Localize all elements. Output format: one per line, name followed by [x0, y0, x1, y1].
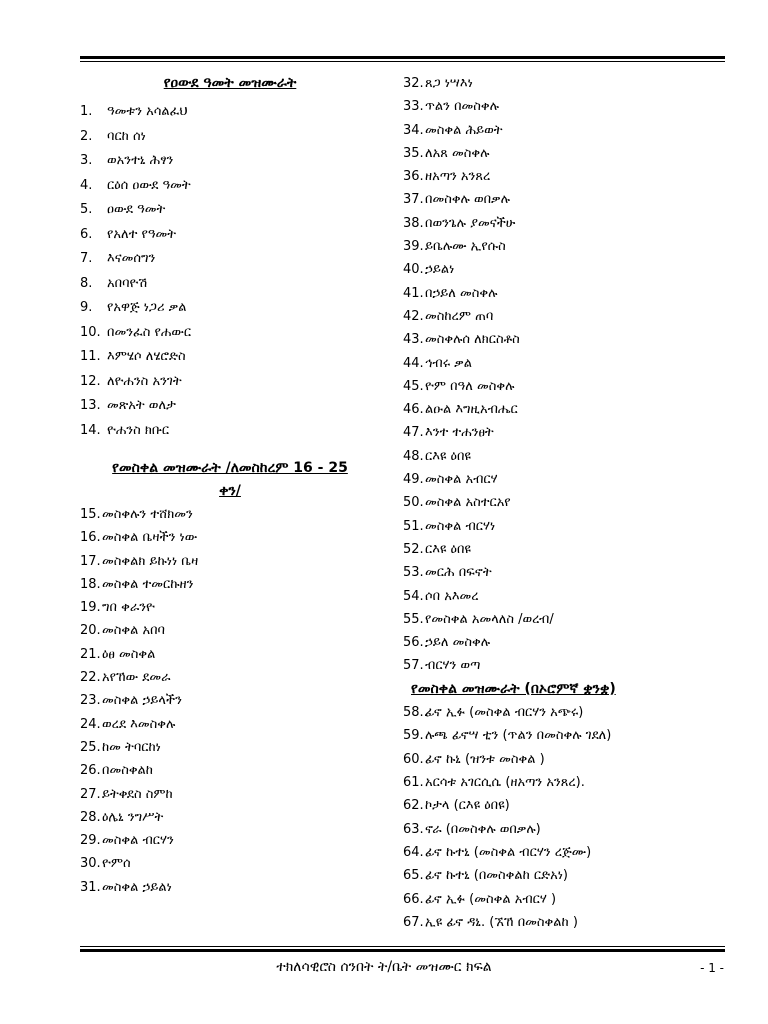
item-number: 65.	[403, 868, 424, 884]
item-number: 20.	[80, 623, 101, 639]
item-number: 15.	[80, 507, 101, 522]
item-title: ወረደ እመስቀሉ	[102, 716, 176, 732]
item-title: ወአንተኒ ሕፃን	[107, 153, 174, 168]
item-number: 2.	[80, 128, 93, 144]
item-number: 50.	[403, 495, 424, 511]
list-item	[80, 550, 380, 573]
list-item	[403, 188, 728, 211]
item-title: መጽአት ወለታ	[107, 398, 176, 413]
item-number: 16.	[80, 530, 101, 546]
item-title: መስቀል አስተርአየ	[425, 495, 511, 511]
item-number: 47.	[403, 425, 424, 441]
list-item	[80, 125, 380, 150]
section2-heading-line2: ቀን/	[219, 483, 241, 499]
item-title: ኃይለ መስቀሉ	[425, 635, 490, 651]
list-item	[403, 515, 728, 538]
list-item	[80, 296, 380, 321]
item-title: አየኸው ደመራ	[102, 670, 171, 686]
item-title: መስቀል አብርሃ	[425, 472, 498, 488]
item-number: 55.	[403, 611, 424, 627]
item-title: መስቀል ሕይወት	[425, 122, 503, 138]
list-item	[403, 375, 728, 398]
item-number: 17.	[80, 553, 101, 569]
item-title: ግበ ቀራንዮ	[102, 600, 155, 616]
list-item	[403, 445, 728, 468]
item-number: 62.	[403, 798, 424, 814]
list-item	[403, 328, 728, 351]
list-item	[403, 748, 728, 771]
list-item	[403, 398, 728, 421]
list-item	[80, 759, 380, 782]
list-item	[403, 631, 728, 654]
bottom-rule	[80, 949, 725, 952]
item-number: 8.	[80, 275, 93, 291]
list-item	[403, 119, 728, 142]
list-item	[403, 352, 728, 375]
item-number: 10.	[80, 324, 101, 340]
item-number: 37.	[403, 192, 424, 208]
item-title: የአለተ የዓመት	[107, 226, 177, 242]
item-number: 6.	[80, 226, 93, 242]
item-title: ሶበ አእመረ	[425, 588, 479, 604]
item-title: ባርከ ሰነ	[107, 128, 146, 144]
item-title: በወንጌሉ ያመናችሁ	[425, 215, 516, 231]
list-item	[80, 370, 380, 395]
item-title: የአዋጅ ነጋሪ ቃል	[107, 300, 187, 315]
list-item	[80, 852, 380, 875]
item-title: ዐውደ ዓመት	[107, 202, 166, 217]
item-title: መርሕ በፍኖት	[425, 565, 492, 581]
item-number: 28.	[80, 809, 101, 825]
item-title: ፊኖ ኩኒ (ዝንቱ መስቀል )	[425, 751, 545, 767]
list-item	[403, 794, 728, 817]
item-number: 60.	[403, 751, 424, 767]
item-title: መስቀሉን ተሸክመን	[102, 507, 193, 522]
item-number: 30.	[80, 856, 101, 872]
item-number: 59.	[403, 728, 424, 744]
section2-heading-line1: የመስቀል መዝሙራት /ለመስከረም 16 - 25	[112, 460, 348, 476]
list-item	[80, 829, 380, 852]
list-item	[403, 608, 728, 631]
item-number: 67.	[403, 915, 424, 931]
list-item	[403, 305, 728, 328]
item-number: 18.	[80, 576, 101, 592]
section2-list	[80, 503, 380, 899]
item-number: 63.	[403, 821, 424, 837]
list-item	[80, 689, 380, 712]
item-title: ፊኖ ኢፉ (መስቀል አብርሃ )	[425, 891, 557, 907]
list-item	[403, 585, 728, 608]
list-item	[403, 72, 728, 95]
list-item	[403, 724, 728, 747]
item-number: 26.	[80, 763, 101, 779]
item-number: 34.	[403, 122, 424, 138]
list-item	[403, 235, 728, 258]
item-number: 32.	[403, 76, 424, 91]
item-number: 52.	[403, 541, 424, 557]
list-item	[403, 468, 728, 491]
item-title: ልዑል እግዚአብሔር	[425, 402, 518, 418]
item-number: 33.	[403, 99, 424, 115]
list-item	[403, 561, 728, 584]
item-number: 41.	[403, 285, 424, 301]
item-title: ፊኖ ኩተኒ (በመስቀልከ ርድአነ)	[425, 868, 568, 884]
item-number: 43.	[403, 332, 424, 348]
item-number: 45.	[403, 378, 424, 394]
section2-continued-list	[403, 72, 728, 678]
item-title: ርእዩ ዕበዩ	[425, 448, 471, 464]
item-number: 40.	[403, 262, 424, 278]
list-item	[403, 841, 728, 864]
item-title: ይቤሉሙ ኢየሱስ	[425, 239, 506, 255]
item-title: አርሳቱ አገርሲሴ (ዘአጣን አንጸረ).	[425, 774, 585, 790]
list-item	[403, 864, 728, 887]
item-number: 57.	[403, 658, 424, 674]
item-title: መስቀልክ ይኩነነ ቤዛ	[102, 553, 199, 569]
list-item	[403, 701, 728, 724]
item-number: 19.	[80, 600, 101, 616]
list-item	[403, 888, 728, 911]
item-title: ዮም በዓለ መስቀሉ	[425, 378, 515, 394]
item-number: 61.	[403, 774, 424, 790]
list-item	[403, 421, 728, 444]
item-number: 25.	[80, 739, 101, 755]
item-title: ዮምሰ	[102, 856, 131, 872]
item-number: 49.	[403, 472, 424, 488]
list-item	[403, 258, 728, 281]
item-number: 11.	[80, 349, 101, 364]
list-item	[80, 736, 380, 759]
item-number: 46.	[403, 402, 424, 418]
item-title: በኃይለ መስቀሉ	[425, 285, 498, 301]
list-item	[80, 806, 380, 829]
footer-title: ተክለሳዊሮስ ሰንበት ት/ቤት መዝሙር ክፍል	[276, 959, 492, 975]
item-title: መስቀል ኃይልነ	[102, 879, 172, 895]
item-title: ለአጸ መስቀሉ	[425, 145, 490, 161]
item-number: 23.	[80, 693, 101, 709]
item-title: እናመሰግን	[107, 251, 156, 266]
bottom-rule-thin	[80, 946, 725, 947]
item-number: 35.	[403, 145, 424, 161]
list-item	[80, 174, 380, 199]
item-title: ብርሃን ወጣ	[425, 658, 481, 674]
page-number: - 1 -	[700, 961, 724, 975]
list-item	[80, 573, 380, 596]
item-title: እምሄሶ ለሄሮድስ	[107, 349, 186, 364]
section1-heading: የዐውደ ዓመት መዝሙራት	[163, 75, 297, 91]
item-number: 27.	[80, 786, 101, 802]
item-number: 7.	[80, 251, 93, 266]
item-title: ኃይልነ	[425, 262, 455, 278]
item-title: ኢዩ ፊኖ ዳኒ. (ኧኸ በመስቀልከ )	[425, 915, 578, 931]
list-item	[403, 771, 728, 794]
list-item	[80, 619, 380, 642]
item-title: ይትቀደስ ስምከ	[102, 786, 173, 802]
item-number: 24.	[80, 716, 101, 732]
item-title: ኅብሩ ቃል	[425, 355, 473, 371]
item-title: መስቀል ብርሃን	[102, 833, 174, 849]
item-title: መስቀሉሰ ለክርስቶስ	[425, 332, 520, 348]
list-item	[403, 538, 728, 561]
list-item	[403, 911, 728, 934]
item-number: 14.	[80, 422, 101, 438]
section1-list	[80, 100, 380, 443]
section3-heading: የመስቀል መዝሙራት (በኦሮምኛ ቋንቋ)	[411, 680, 616, 697]
item-title: ፊኖ ኢፉ (መስቀል ብርሃን አጭሩ)	[425, 704, 584, 720]
item-number: 54.	[403, 588, 424, 604]
item-title: መስከረም ጠባ	[425, 308, 494, 324]
item-number: 44.	[403, 355, 424, 371]
list-item	[80, 223, 380, 248]
list-item	[80, 643, 380, 666]
list-item	[80, 526, 380, 549]
item-title: መስቀል አበባ	[102, 623, 165, 639]
item-title: በመስቀሉ ወበቃሉ	[425, 192, 510, 208]
list-item	[80, 149, 380, 174]
list-item	[80, 345, 380, 370]
item-number: 39.	[403, 239, 424, 255]
item-title: ዕፀ መስቀል	[102, 646, 156, 662]
item-title: መስቀል ተመርኩዘን	[102, 576, 194, 592]
item-title: ለዮሐንስ አንገት	[107, 373, 182, 389]
item-number: 56.	[403, 635, 424, 651]
list-item	[80, 783, 380, 806]
list-item	[403, 491, 728, 514]
item-number: 51.	[403, 518, 424, 534]
right-column	[403, 72, 728, 935]
item-title: እንተ ተሐንፀት	[425, 425, 494, 441]
item-title: ዓመቱን አሳልፈህ	[107, 104, 188, 119]
item-number: 1.	[80, 104, 93, 119]
left-column	[80, 72, 380, 899]
item-title: ፊኖ ኩተኒ (መስቀል ብርሃን ረጅሙ)	[425, 845, 592, 861]
section3-list	[403, 701, 728, 935]
item-title: ሉጫ ፊኖሣ ቲን (ጥልን በመስቀሉ ገደለ)	[425, 728, 612, 744]
list-item	[80, 321, 380, 346]
list-item	[403, 142, 728, 165]
item-title: ጥልን በመስቀሉ	[425, 99, 499, 115]
item-number: 64.	[403, 845, 424, 861]
list-item	[80, 596, 380, 619]
top-rule-thin	[80, 61, 725, 62]
item-title: ኮታላ (ርእዩ ዕበዩ)	[425, 798, 510, 814]
list-item	[80, 272, 380, 297]
item-title: በመስቀልከ	[102, 763, 153, 779]
item-title: ዘአጣን አንጸረ	[425, 169, 491, 185]
item-title: የመስቀል አመላለስ /ወረብ/	[425, 611, 554, 627]
item-number: 9.	[80, 300, 93, 315]
list-item	[403, 212, 728, 235]
list-item	[403, 818, 728, 841]
item-title: ጸጋ ነሣእነ	[425, 76, 473, 91]
item-number: 29.	[80, 833, 101, 849]
item-title: መስቀል ኃይላችን	[102, 693, 182, 709]
list-item	[80, 876, 380, 899]
item-number: 58..	[403, 704, 428, 720]
item-number: 42.	[403, 308, 424, 324]
item-title: አበባዮሽ	[107, 275, 148, 291]
item-number: 22.	[80, 670, 101, 686]
top-rule	[80, 56, 725, 59]
item-title: ዕሌኒ ንግሥት	[102, 809, 164, 825]
list-item	[80, 394, 380, 419]
list-item	[80, 100, 380, 125]
item-number: 36.	[403, 169, 424, 185]
item-number: 4.	[80, 177, 93, 193]
list-item	[80, 198, 380, 223]
item-number: 21.	[80, 646, 101, 662]
list-item	[80, 666, 380, 689]
list-item	[403, 165, 728, 188]
list-item	[80, 419, 380, 444]
item-number: 5.	[80, 202, 93, 217]
item-title: መስቀል ብርሃነ	[425, 518, 496, 534]
item-title: መስቀል ቤዛችን ነው	[102, 530, 198, 546]
item-number: 38.	[403, 215, 424, 231]
item-number: 53.	[403, 565, 424, 581]
item-number: 66.	[403, 891, 424, 907]
list-item	[80, 713, 380, 736]
list-item	[403, 282, 728, 305]
item-number: 12.	[80, 373, 101, 389]
list-item	[403, 95, 728, 118]
list-item	[403, 654, 728, 677]
item-title: ከመ ትባርከነ	[102, 739, 161, 755]
item-title: በመንፈስ የሐውር	[107, 324, 192, 340]
item-title: ርእዩ ዕበዩ	[425, 541, 471, 557]
item-title: ኖራ (በመስቀሉ ወበቃሉ)	[425, 821, 541, 837]
list-item	[80, 247, 380, 272]
list-item	[80, 503, 380, 526]
section2-heading	[80, 457, 380, 503]
item-title: ዮሐንስ ክቡር	[107, 422, 170, 438]
item-number: 48.	[403, 448, 424, 464]
item-number: 31.	[80, 879, 101, 895]
item-number: 3.	[80, 153, 93, 168]
item-number: 13.	[80, 398, 101, 413]
item-title: ርዕሰ ዐውደ ዓመት	[107, 177, 191, 193]
